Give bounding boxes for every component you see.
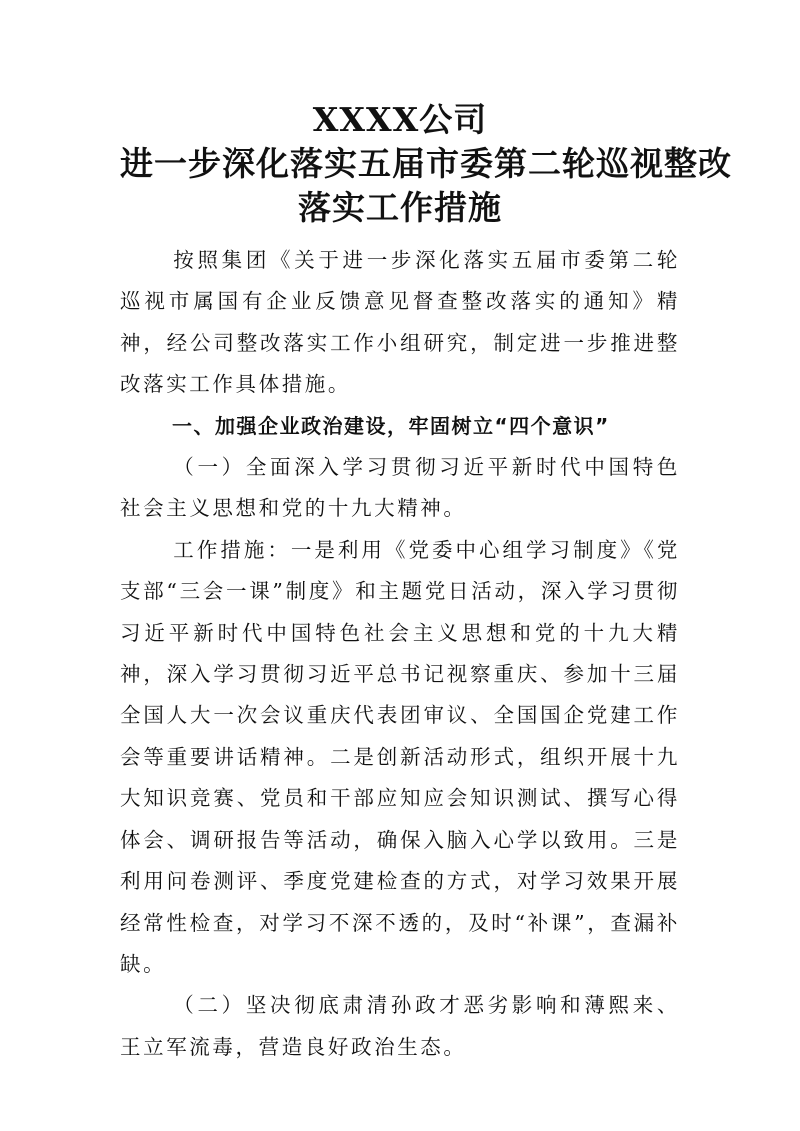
title-line-company: XXXX公司 xyxy=(312,100,488,139)
item-1-measures: 工作措施：一是利用《党委中心组学习制度》《党支部“三会一课”制度》和主题党日活动，深入学习贯彻习近平新时代中国特色社会主义思想和党的十九大精神，深入学习贯彻习近平总书记视察重庆、参加十三届全国人大一次会议重庆代表团审议、全国国企党建工作会等重要讲话精神。二是创新活动形式，组织开展十九大知识竞赛、党员和干部应知应会知识测试、撰写心得体会、调研报告等活动，确保入脑入心学以致用。三是利用问卷测评、季度党建检查的方式，对学习效果开展经常性检查，对学习不深不透的，及时“补课”，查漏补缺。 xyxy=(120,537,680,976)
item-2-title: （二）坚决彻底肃清孙政才恶劣影响和薄熙来、王立军流毒，营造良好政治生态。 xyxy=(120,993,680,1059)
document-title xyxy=(120,98,732,230)
title-line-main: 进一步深化落实五届市委第二轮巡视整改 xyxy=(120,144,732,183)
title-line-sub: 落实工作措施 xyxy=(298,188,502,227)
section-heading-1: 一、加强企业政治建设，牢固树立“四个意识” xyxy=(172,413,610,438)
item-1-title: （一）全面深入学习贯彻习近平新时代中国特色社会主义思想和党的十九大精神。 xyxy=(120,455,680,521)
document-body xyxy=(120,240,680,1068)
document-page xyxy=(120,0,732,1131)
intro-paragraph: 按照集团《关于进一步深化落实五届市委第二轮巡视市属国有企业反馈意见督查整改落实的通知》精神，经公司整改落实工作小组研究，制定进一步推进整改落实工作具体措施。 xyxy=(120,248,680,397)
